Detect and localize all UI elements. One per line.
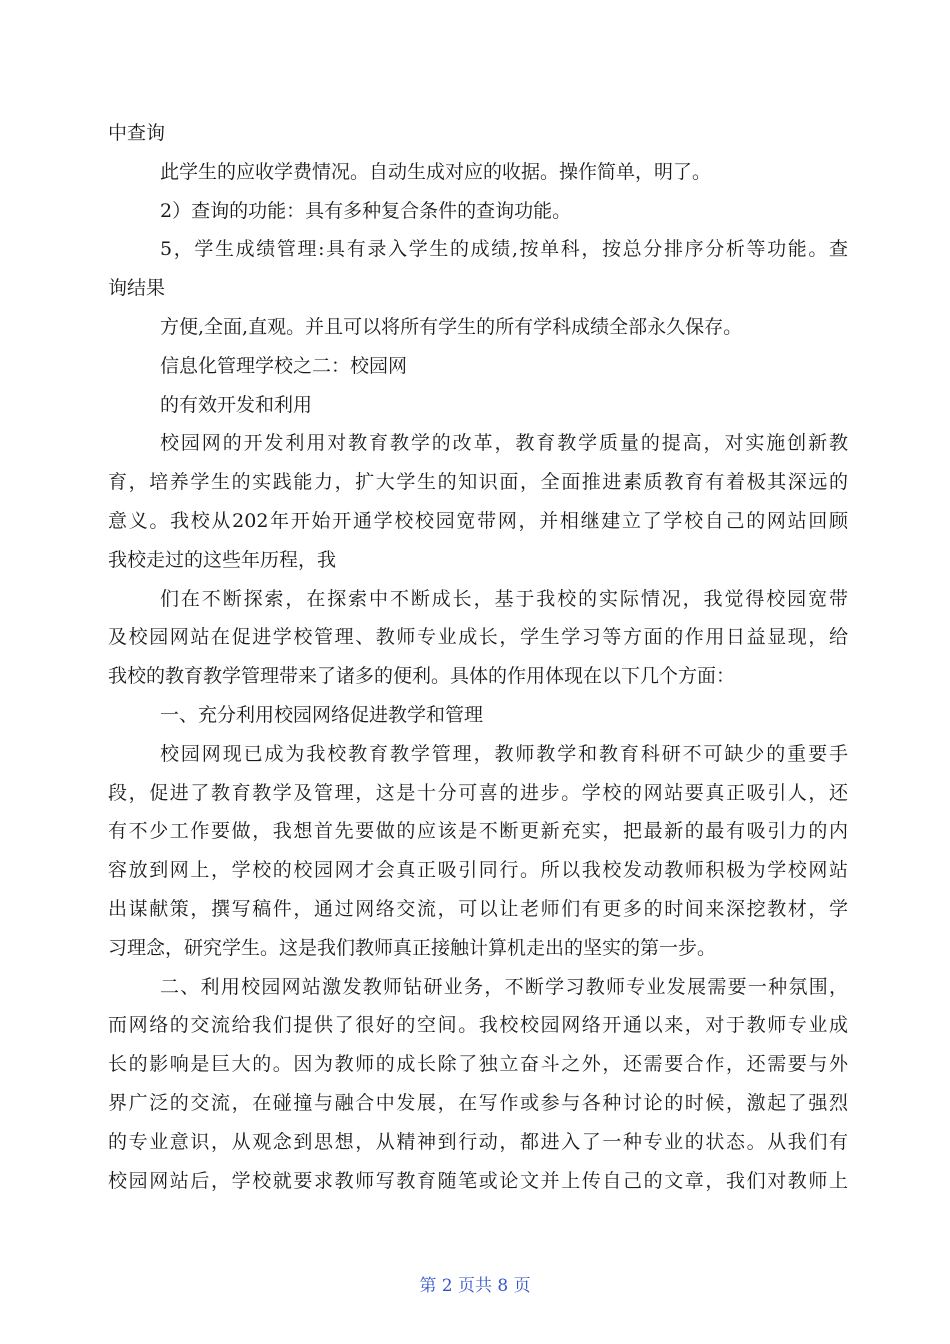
text-line: 出谋献策，撰写稿件，通过网络交流，可以让老师们有更多的时间来深挖教材，学 xyxy=(108,897,848,920)
text-line: 意义。我校从202年开始开通学校校园宽带网，并相继建立了学校自己的网站回顾 xyxy=(108,509,848,532)
text-line: 习理念，研究学生。这是我们教师真正接触计算机走出的坚实的第一步。 xyxy=(108,936,717,959)
section-heading: 的有效开发和利用 xyxy=(160,393,313,416)
text-line: 们在不断探索，在探索中不断成长，基于我校的实际情况，我觉得校园宽带 xyxy=(160,587,848,610)
text-line: 我校的教育教学管理带来了诸多的便利。具体的作用体现在以下几个方面： xyxy=(108,665,736,688)
text-line: 5，学生成绩管理:具有录入学生的成绩,按单科，按总分排序分析等功能。查 xyxy=(160,238,848,261)
text-line: 段，促进了教育教学及管理，这是十分可喜的进步。学校的网站要真正吸引人，还 xyxy=(108,781,848,804)
text-line: 容放到网上，学校的校园网才会真正吸引同行。所以我校发动教师积极为学校网站 xyxy=(108,859,848,882)
text-line: 而网络的交流给我们提供了很好的空间。我校校园网络开通以来，对于教师专业成 xyxy=(108,1014,848,1037)
text-line: 育，培养学生的实践能力，扩大学生的知识面，全面推进素质教育有着极其深远的 xyxy=(108,471,848,494)
text-line: 及校园网站在促进学校管理、教师专业成长，学生学习等方面的作用日益显现，给 xyxy=(108,626,848,649)
text-line: 二、利用校园网站激发教师钻研业务，不断学习教师专业发展需要一种氛围， xyxy=(160,975,848,998)
text-line: 我校走过的这些年历程，我 xyxy=(108,548,337,571)
text-line: 校园网的开发利用对教育教学的改革，教育教学质量的提高，对实施创新教 xyxy=(160,432,848,455)
text-line: 方便,全面,直观。并且可以将所有学生的所有学科成绩全部永久保存。 xyxy=(160,315,743,338)
text-line: 2）查询的功能：具有多种复合条件的查询功能。 xyxy=(160,199,572,222)
page-number: 第 2 页共 8 页 xyxy=(419,1276,531,1296)
text-line: 此学生的应收学费情况。自动生成对应的收据。操作简单，明了。 xyxy=(160,160,712,183)
document-body xyxy=(108,114,848,1200)
text-line: 长的影响是巨大的。因为教师的成长除了独立奋斗之外，还需要合作，还需要与外 xyxy=(108,1053,848,1076)
text-line: 的专业意识，从观念到思想，从精神到行动，都进入了一种专业的状态。从我们有 xyxy=(108,1130,848,1153)
text-line: 校园网现已成为我校教育教学管理，教师教学和教育科研不可缺少的重要手 xyxy=(160,742,848,765)
text-line: 界广泛的交流，在碰撞与融合中发展，在写作或参与各种讨论的时候，激起了强烈 xyxy=(108,1091,848,1114)
section-heading: 信息化管理学校之二：校园网 xyxy=(160,354,408,377)
text-line: 询结果 xyxy=(108,277,166,300)
text-line: 校园网站后，学校就要求教师写教育随笔或论文并上传自己的文章，我们对教师上 xyxy=(108,1169,848,1192)
section-heading: 一、充分利用校园网络促进教学和管理 xyxy=(160,703,484,726)
text-line: 中查询 xyxy=(108,122,166,144)
text-line: 有不少工作要做，我想首先要做的应该是不断更新充实，把最新的最有吸引力的内 xyxy=(108,820,848,843)
